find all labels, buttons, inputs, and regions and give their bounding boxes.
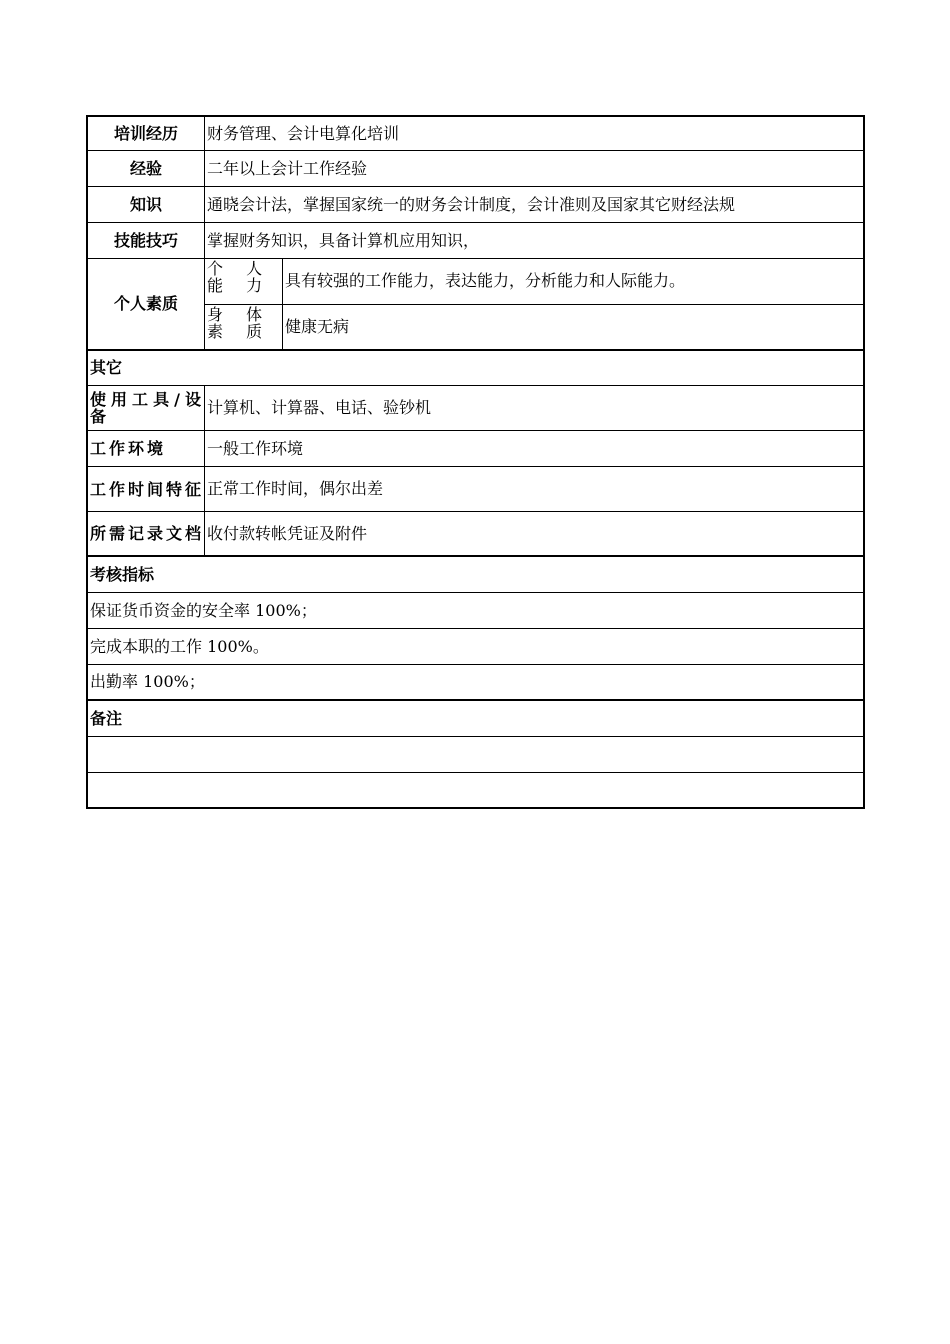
environment-row <box>86 431 865 467</box>
skills-row <box>86 223 865 259</box>
health-subrow <box>205 304 863 350</box>
assessment-item-text: 出勤率 100%； <box>90 672 205 691</box>
assessment-item-text: 保证货币资金的安全率 100%； <box>90 600 317 620</box>
remarks-line-text <box>88 773 863 807</box>
health-value: 健康无病 <box>285 316 350 336</box>
environment-value: 一般工作环境 <box>207 438 304 458</box>
work-time-label: 工作时间特征 <box>88 467 205 511</box>
remarks-section-header <box>86 701 865 737</box>
personal-quality-row <box>86 259 865 351</box>
remarks-line <box>86 773 865 809</box>
assessment-title: 考核指标 <box>90 564 155 584</box>
work-time-value: 正常工作时间，偶尔出差 <box>207 479 384 498</box>
ability-value: 具有较强的工作能力，表达能力，分析能力和人际能力。 <box>285 271 686 291</box>
documents-value: 收付款转帐凭证及附件 <box>207 523 368 543</box>
skills-label: 技能技巧 <box>88 223 205 258</box>
ability-label: 个 人 能 力 <box>205 259 283 304</box>
skills-value: 掌握财务知识，具备计算机应用知识， <box>207 230 480 250</box>
training-label: 培训经历 <box>88 117 205 150</box>
health-label: 身 体 素 质 <box>205 305 283 350</box>
assessment-item <box>86 629 865 665</box>
training-row <box>86 115 865 151</box>
assessment-section-header <box>86 557 865 593</box>
personal-quality-label: 个人素质 <box>88 259 205 349</box>
environment-label: 工作环境 <box>88 431 205 466</box>
assessment-item <box>86 593 865 629</box>
ability-subrow <box>205 259 863 304</box>
tools-label: 使用工具/设备 <box>88 386 205 430</box>
remarks-line <box>86 737 865 773</box>
experience-value: 二年以上会计工作经验 <box>207 158 368 178</box>
knowledge-row <box>86 187 865 223</box>
tools-value: 计算机、计算器、电话、验钞机 <box>207 398 432 417</box>
other-title: 其它 <box>90 358 123 377</box>
remarks-title: 备注 <box>90 708 123 728</box>
assessment-item-text: 完成本职的工作 100%。 <box>90 636 269 656</box>
work-time-row <box>86 467 865 512</box>
tools-row <box>86 386 865 431</box>
documents-row <box>86 512 865 557</box>
training-value: 财务管理、会计电算化培训 <box>207 123 400 143</box>
remarks-line-text <box>88 737 863 772</box>
job-description-table <box>86 115 865 809</box>
assessment-item <box>86 665 865 701</box>
other-section-header <box>86 351 865 386</box>
knowledge-value: 通晓会计法，掌握国家统一的财务会计制度，会计准则及国家其它财经法规 <box>207 194 736 214</box>
experience-label: 经验 <box>88 151 205 186</box>
personal-quality-details <box>205 259 863 349</box>
documents-label: 所需记录文档 <box>88 512 205 555</box>
knowledge-label: 知识 <box>88 187 205 222</box>
experience-row <box>86 151 865 187</box>
